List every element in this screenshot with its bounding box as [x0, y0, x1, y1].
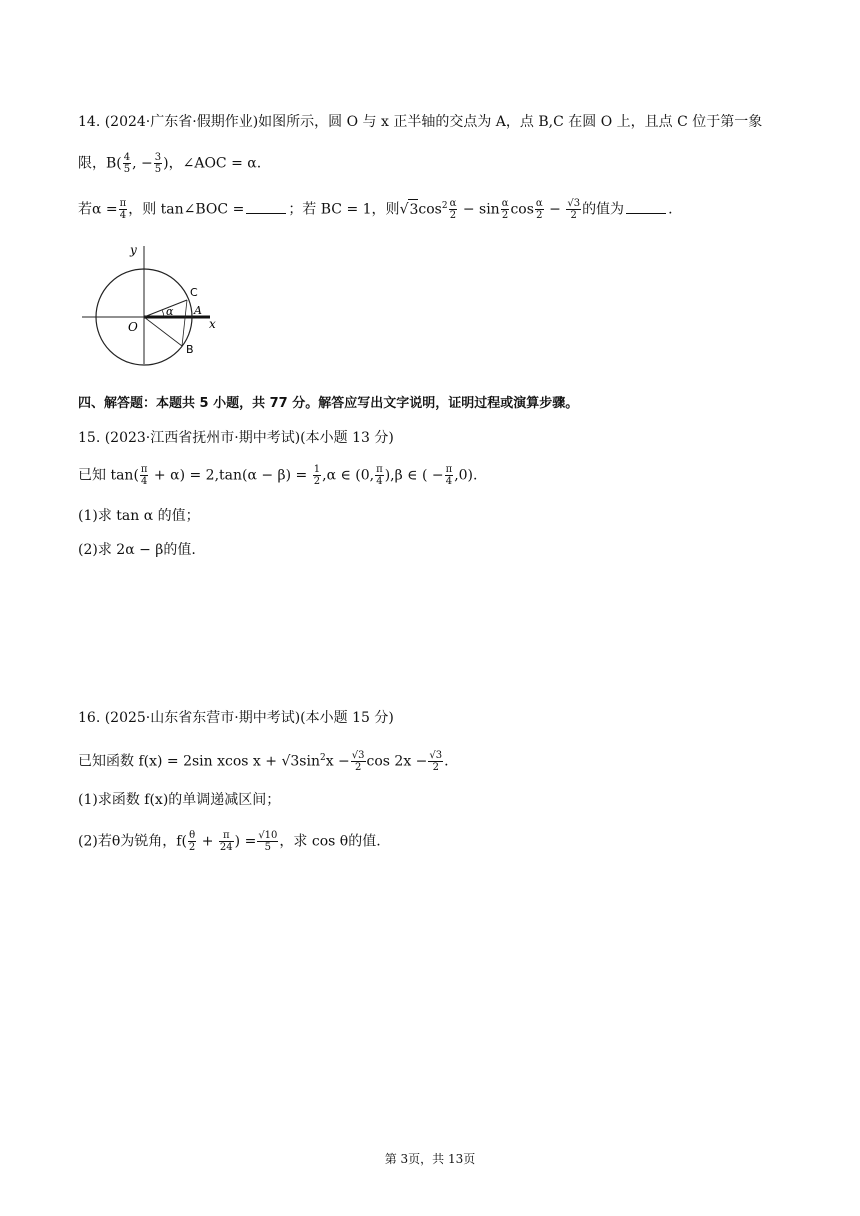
sqrt3-over-2 — [428, 750, 443, 773]
frac-num: π — [119, 198, 127, 210]
label-alpha: α — [166, 305, 174, 318]
pi-over-4 — [375, 464, 384, 487]
frac-num: α — [501, 198, 509, 210]
period: . — [444, 753, 449, 770]
q16-sub2-c: ，求 cos θ的值. — [279, 833, 381, 850]
q16-sub1: (1)求函数 f(x)的单调递减区间； — [78, 792, 281, 808]
label-o: O — [128, 320, 138, 334]
sqrt3: √3 — [281, 753, 300, 770]
q14-tan-boc: ，则 tan∠BOC = — [128, 201, 245, 218]
unit-circle-figure — [80, 236, 230, 366]
q14-value-is: 的值为 — [582, 201, 625, 218]
frac-num: 4 — [123, 152, 131, 163]
sqrt3-over-2 — [351, 750, 366, 773]
exponent: 2 — [319, 753, 326, 763]
q14-line2-suffix: )，∠AOC = α. — [163, 155, 262, 172]
sin-text: sin — [299, 753, 320, 770]
plus: + — [197, 833, 218, 850]
label-b: B — [186, 343, 194, 356]
frac-num: π — [219, 830, 234, 842]
cos-text: cos — [418, 201, 442, 218]
q15-given-c: ,α ∈ (0, — [322, 467, 375, 484]
frac-den: 2 — [354, 762, 362, 774]
frac-den: 4 — [445, 476, 453, 487]
q14-line3 — [78, 196, 673, 221]
cos-text: cos — [510, 201, 534, 218]
frac-num: 1 — [313, 464, 321, 475]
label-a: A — [194, 304, 202, 317]
frac-den: 2 — [449, 210, 457, 222]
frac-den: 4 — [119, 210, 127, 222]
sqrt-sign: √ — [399, 201, 409, 218]
frac-den: 24 — [219, 842, 233, 853]
frac-den: 2 — [536, 210, 543, 222]
frac-num: √3 — [351, 750, 365, 762]
frac-den: 4 — [141, 476, 148, 487]
alpha-over-2 — [535, 198, 544, 221]
frac-num: 3 — [154, 152, 162, 163]
q16-sub2-b: ) = — [234, 833, 257, 850]
exponent: 2 — [441, 201, 448, 211]
q14-if-bc: ；若 BC = 1，则 — [288, 201, 400, 218]
b-x-fraction — [123, 152, 131, 175]
pi-over-4 — [119, 198, 128, 221]
pi-over-4 — [445, 464, 454, 487]
period: . — [668, 201, 673, 218]
q16-function-c: x − — [325, 753, 350, 770]
frac-num: α — [449, 198, 457, 210]
q14-line2-prefix: 限，B( — [78, 155, 122, 172]
q14-b-mid: , − — [132, 155, 153, 172]
frac-num: π — [376, 464, 383, 475]
frac-den: 5 — [123, 164, 131, 175]
q15-header: 15. (2023·江西省抚州市·期中考试)(本小题 13 分) — [78, 430, 394, 446]
frac-num: θ — [189, 830, 196, 841]
q14-line1: 14. (2024·广东省·假期作业)如图所示，圆 O 与 x 正半轴的交点为 A，点 B,C 在圆 O 上，且点 C 位于第一象 — [78, 114, 763, 130]
minus: − — [544, 201, 566, 218]
frac-num: π — [140, 464, 148, 475]
q16-function — [78, 748, 449, 773]
answer-blank-2[interactable] — [626, 201, 666, 214]
sqrt10-over-5 — [257, 830, 278, 853]
frac-num: √10 — [258, 830, 278, 841]
section-4-header: 四、解答题：本题共 5 小题，共 77 分。解答应写出文字说明，证明过程或演算步骤。 — [78, 396, 579, 411]
frac-den: 2 — [570, 210, 577, 222]
frac-num: √3 — [429, 750, 443, 762]
frac-den: 2 — [313, 476, 321, 487]
alpha-over-2 — [449, 198, 458, 221]
frac-num: √3 — [567, 198, 581, 210]
minus-sin: − sin — [458, 201, 500, 218]
frac-den: 5 — [154, 164, 162, 175]
frac-den: 2 — [188, 842, 196, 853]
q15-sub2: (2)求 2α − β的值. — [78, 542, 196, 558]
label-y: y — [130, 243, 137, 257]
frac-den: 2 — [501, 210, 509, 222]
page-footer: 第 3页，共 13页 — [384, 1152, 476, 1166]
answer-blank-1[interactable] — [246, 201, 286, 214]
q16-function-a: 已知函数 f(x) = 2sin xcos x + — [78, 753, 282, 770]
label-c: C — [190, 286, 198, 299]
frac-num: π — [445, 464, 453, 475]
pi-over-4 — [140, 464, 149, 487]
theta-over-2 — [188, 830, 196, 853]
sqrt3-over-2 — [566, 198, 581, 221]
frac-num: α — [535, 198, 543, 210]
segment-ob — [144, 317, 182, 346]
q16-sub2-a: (2)若θ为锐角，f( — [78, 833, 187, 850]
frac-den: 2 — [432, 762, 439, 774]
q16-header: 16. (2025·山东省东营市·期中考试)(本小题 15 分) — [78, 710, 394, 726]
q15-given-d: ),β ∈ ( − — [384, 467, 444, 484]
sqrt-radicand: 3 — [408, 199, 418, 220]
q15-given-a: 已知 tan( — [78, 467, 139, 484]
q16-sub2 — [78, 830, 381, 853]
q15-given-e: ,0). — [454, 467, 478, 484]
q16-function-d: cos 2x − — [366, 753, 428, 770]
q14-line2 — [78, 152, 261, 175]
q15-sub1: (1)求 tan α 的值； — [78, 508, 200, 524]
alpha-over-2 — [501, 198, 510, 221]
q14-if-alpha: 若α = — [78, 201, 118, 218]
label-x: x — [209, 317, 216, 331]
q15-given — [78, 464, 477, 487]
q15-given-b: + α) = 2,tan(α − β) = — [149, 467, 312, 484]
frac-den: 5 — [264, 842, 272, 853]
frac-den: 4 — [376, 476, 383, 487]
pi-over-24 — [219, 830, 234, 853]
b-y-fraction — [154, 152, 162, 175]
one-half — [313, 464, 321, 487]
